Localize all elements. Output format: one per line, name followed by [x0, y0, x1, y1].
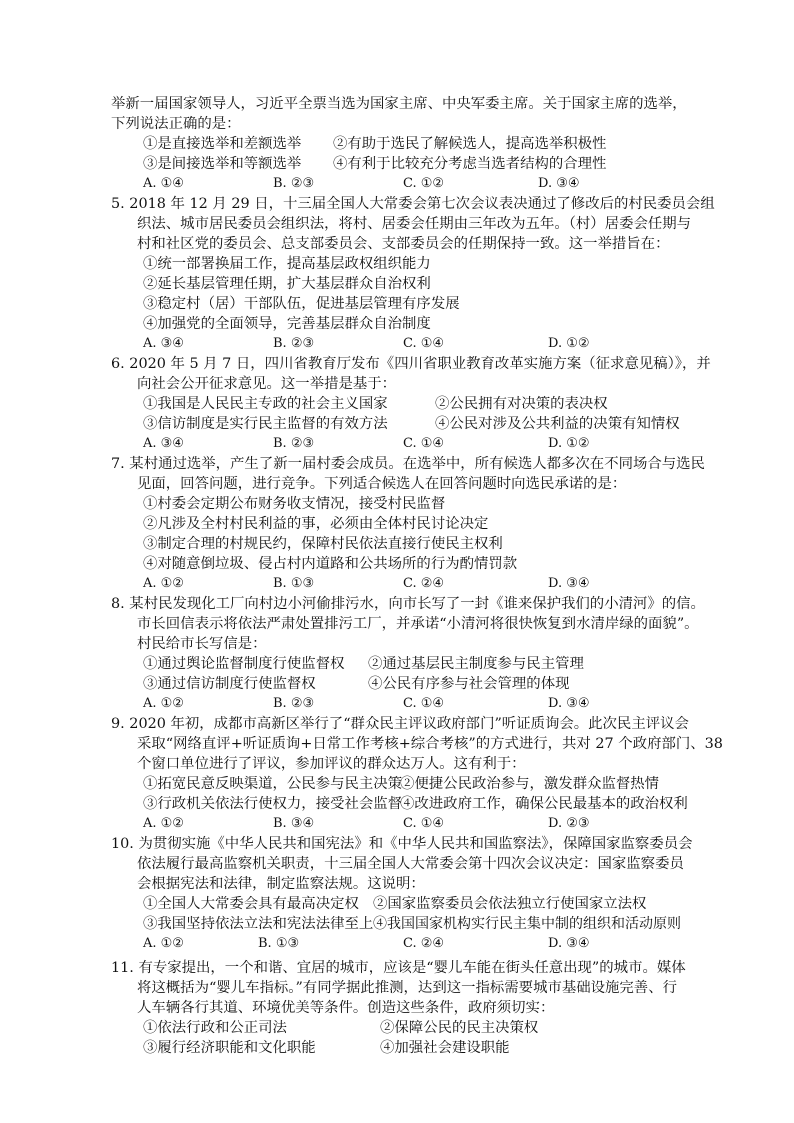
- answer-choice-d: D. ②③: [548, 816, 590, 831]
- option-statement: ③履行经济职能和文化职能: [143, 1040, 316, 1056]
- answer-choice-d: D. ①②: [548, 436, 590, 451]
- question-stem-line: 下列说法正确的是：: [111, 116, 241, 132]
- question-stem-line: 11. 有专家提出，一个和谐、宜居的城市，应该是“婴儿车能在街头任意出现”的城市。媒体: [111, 960, 686, 976]
- question-stem-line: 将这概括为“婴儿车指标。”有同学据此推测，达到这一指标需要城市基础设施完善、行: [137, 980, 677, 996]
- option-statement: ④改进政府工作，确保公民最基本的政治权利: [400, 796, 688, 812]
- answer-choice-a: A. ①②: [143, 936, 184, 951]
- question-stem-line: 5. 2018 年 12 月 29 日，十三届全国人大常委会第七次会议表决通过了修改后的村民委员会组: [111, 196, 715, 212]
- question-stem-line: 个窗口单位进行了评议，参加评议的群众达万人。这有利于：: [137, 756, 526, 772]
- option-statement: ③我国坚持依法立法和宪法法律至上: [143, 916, 374, 932]
- option-statement: ①我国是人民民主专政的社会主义国家: [143, 396, 388, 412]
- option-statement: ④加强社会建设职能: [380, 1040, 510, 1056]
- option-statement: ③是间接选举和等额选举: [143, 156, 302, 172]
- answer-choice-a: A. ①②: [143, 816, 184, 831]
- option-statement: ②有助于选民了解候选人，提高选举积极性: [333, 136, 607, 152]
- option-statement: ①拓宽民意反映渠道，公民参与民主决策: [143, 776, 403, 792]
- option-statement: ③通过信访制度行使监督权: [143, 676, 316, 692]
- question-stem-line: 见面，回答问题，进行竞争。下列适合候选人在回答问题时向选民承诺的是：: [137, 476, 627, 492]
- question-stem-line: 市长回信表示将依法严肃处置排污工厂，并承诺“小清河将很快恢复到水清岸绿的面貌”。: [137, 616, 699, 632]
- answer-choice-c: C. ①④: [403, 336, 445, 351]
- option-statement: ④公民有序参与社会管理的体现: [368, 676, 570, 692]
- option-statement: ②便捷公民政治参与，激发群众监督热情: [400, 776, 660, 792]
- question-stem-line: 7. 某村通过选举，产生了新一届村委会成员。在选举中，所有候选人都多次在不同场合与选民: [111, 456, 705, 472]
- option-statement: ②保障公民的民主决策权: [380, 1020, 539, 1036]
- question-stem-line: 织法、城市居民委员会组织法，将村、居委会任期由三年改为五年。（村）居委会任期与: [137, 216, 692, 232]
- question-stem-line: 会根据宪法和法律，制定监察法规。这说明：: [137, 876, 425, 892]
- option-statement: ②凡涉及全村村民利益的事，必须由全体村民讨论决定: [143, 516, 489, 532]
- option-statement: ④公民对涉及公共利益的决策有知情权: [435, 416, 680, 432]
- option-statement: ①统一部署换届工作，提高基层政权组织能力: [143, 256, 431, 272]
- option-statement: ①通过舆论监督制度行使监督权: [143, 656, 345, 672]
- question-stem-line: 村民给市长写信是：: [137, 636, 267, 652]
- question-stem-line: 人车辆各行其道、环境优美等条件。创造这些条件，政府须切实：: [137, 1000, 555, 1016]
- answer-choice-d: D. ③④: [548, 576, 590, 591]
- answer-choice-a: A. ①②: [143, 696, 184, 711]
- option-statement: ③信访制度是实行民主监督的有效方法: [143, 416, 388, 432]
- question-stem-line: 向社会公开征求意见。这一举措是基于：: [137, 376, 397, 392]
- question-stem-line: 采取“网络直评+听证质询+日常工作考核+综合考核”的方式进行，共对 27 个政府部门、38: [137, 736, 723, 752]
- answer-choice-a: A. ①④: [143, 176, 184, 191]
- answer-choice-b: B. ②③: [273, 436, 315, 451]
- question-stem-line: 10. 为贯彻实施《中华人民共和国宪法》和《中华人民共和国监察法》，保障国家监察委员会: [111, 836, 693, 852]
- option-statement: ④有利于比较充分考虑当选者结构的合理性: [333, 156, 607, 172]
- option-statement: ①是直接选举和差额选举: [143, 136, 302, 152]
- option-statement: ④对随意倒垃圾、侵占村内道路和公共场所的行为酌情罚款: [143, 556, 518, 572]
- answer-choice-a: A. ③④: [143, 336, 184, 351]
- option-statement: ③制定合理的村规民约，保障村民依法直接行使民主权利: [143, 536, 503, 552]
- option-statement: ②延长基层管理任期，扩大基层群众自治权利: [143, 276, 431, 292]
- option-statement: ③行政机关依法行使权力，接受社会监督: [143, 796, 403, 812]
- question-stem-line: 村和社区党的委员会、总支部委员会、支部委员会的任期保持一致。这一举措旨在：: [137, 236, 670, 252]
- answer-choice-b: B. ②③: [273, 696, 315, 711]
- answer-choice-d: D. ③④: [548, 936, 590, 951]
- answer-choice-c: C. ②④: [403, 936, 445, 951]
- answer-choice-b: B. ③④: [273, 816, 315, 831]
- question-stem-line: 8. 某村民发现化工厂向村边小河偷排污水，向市长写了一封《谁来保护我们的小清河》的信。: [111, 596, 705, 612]
- answer-choice-d: D. ③④: [548, 696, 590, 711]
- question-stem-line: 举新一届国家领导人，习近平全票当选为国家主席、中央军委主席。关于国家主席的选举，: [111, 96, 687, 112]
- question-stem-line: 9. 2020 年初，成都市高新区举行了“群众民主评议政府部门”听证质询会。此次民主评议会: [111, 716, 689, 732]
- option-statement: ④加强党的全面领导，完善基层群众自治制度: [143, 316, 431, 332]
- answer-choice-b: B. ②③: [273, 176, 315, 191]
- answer-choice-a: A. ③④: [143, 436, 184, 451]
- option-statement: ①村委会定期公布财务收支情况，接受村民监督: [143, 496, 446, 512]
- question-stem-line: 依法履行最高监察机关职责，十三届全国人大常委会第十四次会议决定：国家监察委员: [137, 856, 684, 872]
- answer-choice-d: D. ①②: [548, 336, 590, 351]
- option-statement: ①依法行政和公正司法: [143, 1020, 287, 1036]
- answer-choice-c: C. ②④: [403, 576, 445, 591]
- option-statement: ④我国国家机构实行民主集中制的组织和活动原则: [373, 916, 681, 932]
- answer-choice-b: B. ①③: [258, 936, 300, 951]
- option-statement: ③稳定村（居）干部队伍，促进基层管理有序发展: [143, 296, 460, 312]
- option-statement: ②公民拥有对决策的表决权: [435, 396, 608, 412]
- option-statement: ①全国人大常委会具有最高决定权: [143, 896, 359, 912]
- option-statement: ②通过基层民主制度参与民主管理: [368, 656, 584, 672]
- answer-choice-b: B. ①③: [273, 576, 315, 591]
- answer-choice-d: D. ③④: [538, 176, 580, 191]
- answer-choice-a: A. ①②: [143, 576, 184, 591]
- answer-choice-c: C. ①④: [403, 696, 445, 711]
- answer-choice-c: C. ①④: [403, 816, 445, 831]
- answer-choice-b: B. ②③: [273, 336, 315, 351]
- question-stem-line: 6. 2020 年 5 月 7 日，四川省教育厅发布《四川省职业教育改革实施方案（征求意见稿）》，并: [111, 356, 711, 372]
- answer-choice-c: C. ①②: [403, 176, 445, 191]
- option-statement: ②国家监察委员会依法独立行使国家立法权: [373, 896, 647, 912]
- answer-choice-c: C. ①④: [403, 436, 445, 451]
